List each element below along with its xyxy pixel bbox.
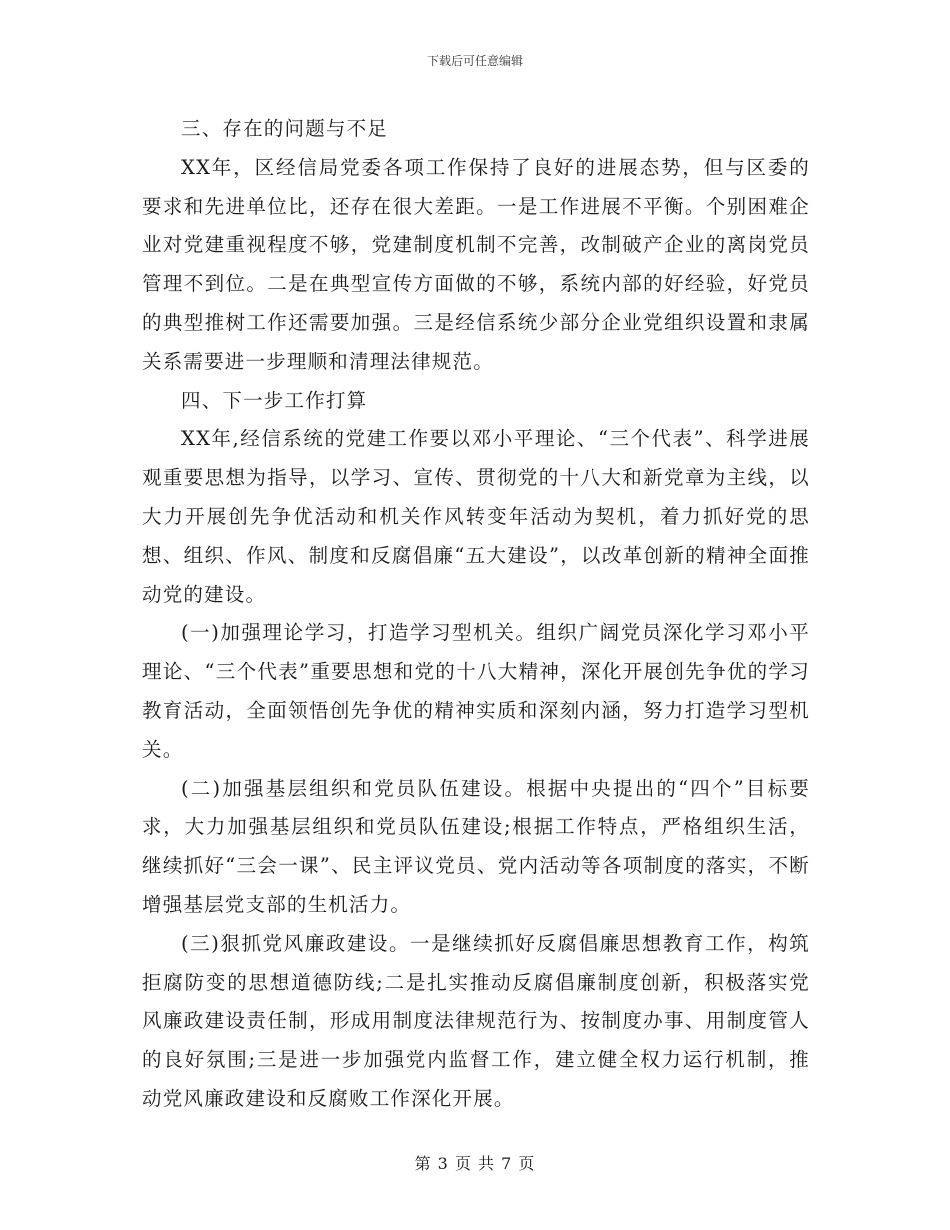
page-header-note: 下载后可任意编辑 [426, 54, 523, 68]
paragraph-theory-study: (一)加强理论学习，打造学习型机关。组织广阔党员深化学习邓小平理论、“三个代表”重要思想和党的十八大精神，深化开展创先争优的学习教育活动，全面领悟创先争优的精神实质和深刻内涵，努力打造学习型机关。 [142, 621, 810, 761]
paragraph-next-steps-intro: XX年,经信系统的党建工作要以邓小平理论、“三个代表”、科学进展观重要思想为指导，以学习、宣传、贯彻党的十八大和新党章为主线，以大力开展创先争优活动和机关作风转变年活动为契机，着力抓好党的思想、组织、作风、制度和反腐倡廉“五大建设”，以改革创新的精神全面推动党的建设。 [142, 427, 810, 606]
paragraph-problems: XX年，区经信局党委各项工作保持了良好的进展态势，但与区委的要求和先进单位比，还存在很大差距。一是工作进展不平衡。个别困难企业对党建重视程度不够，党建制度机制不完善，改制破产企业的离岗党员管理不到位。二是在典型宣传方面做的不够，系统内部的好经验，好党员的典型推树工作还需要加强。三是经信系统少部分企业党组织设置和隶属关系需要进一步理顺和清理法律规范。 [142, 155, 810, 373]
paragraph-grassroots-organization: (二)加强基层组织和党员队伍建设。根据中央提出的“四个”目标要求，大力加强基层组织和党员队伍建设;根据工作特点，严格组织生活，继续抓好“三会一课”、民主评议党员、党内活动等各项制度的落实，不断增强基层党支部的生机活力。 [142, 776, 810, 916]
paragraph-clean-governance: (三)狠抓党风廉政建设。一是继续抓好反腐倡廉思想教育工作，构筑拒腐防变的思想道德防线;二是扎实推动反腐倡廉制度创新，积极落实党风廉政建设责任制，形成用制度法律规范行为、按制度办事、用制度管人的良好氛围;三是进一步加强党内监督工作，建立健全权力运行机制，推动党风廉政建设和反腐败工作深化开展。 [142, 931, 810, 1110]
document-body [142, 110, 810, 1119]
page-number-footer: 第 3 页 共 7 页 [414, 1154, 536, 1173]
section-heading-problems: 三、存在的问题与不足 [181, 117, 389, 140]
section-heading-next-steps: 四、下一步工作打算 [181, 388, 368, 412]
